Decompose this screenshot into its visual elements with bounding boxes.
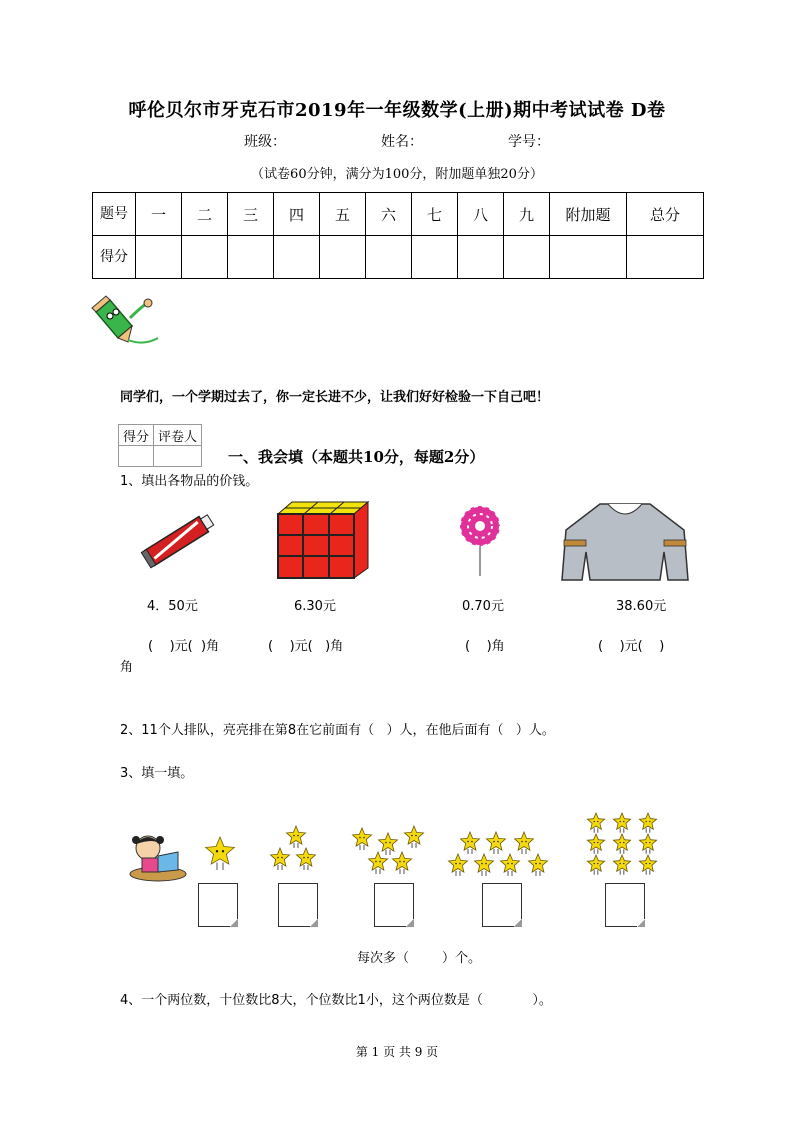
- star-icon: [529, 854, 548, 876]
- answer-blank-4[interactable]: ( )元( ): [598, 639, 665, 654]
- col-header: 五: [320, 193, 366, 236]
- class-label: 班级：: [244, 134, 286, 150]
- question-1: 1、填出各物品的价钱。: [120, 474, 259, 489]
- price-sweater: 38.60元: [616, 599, 667, 614]
- section-title: 一、我会填（本题共10分，每题2分）: [228, 448, 485, 466]
- price-toothpaste: 4．50元: [147, 599, 198, 614]
- price-lollipop: 0.70元: [462, 599, 504, 614]
- star-icon: [393, 852, 412, 874]
- answer-box-2[interactable]: [278, 883, 318, 927]
- star-icon: [487, 832, 506, 854]
- exam-note: （试卷60分钟，满分为100分，附加题单独20分）: [251, 167, 543, 182]
- col-header: 附加题: [550, 193, 627, 236]
- answer-box-4[interactable]: [482, 883, 522, 927]
- page-title: 呼伦贝尔市牙克石市2019年一年级数学(上册)期中考试试卷 D卷: [128, 100, 666, 121]
- answer-blank-2[interactable]: ( )元( )角: [268, 639, 344, 654]
- star-icon: [287, 826, 306, 848]
- star-icon: [297, 848, 316, 870]
- star-icon: [379, 833, 398, 855]
- col-header: 七: [412, 193, 458, 236]
- star-icon: [613, 834, 630, 854]
- question-2: 2、11个人排队，亮亮排在第8在它前面有（ ）人，在他后面有（ ）人。: [120, 723, 555, 738]
- number-label: 学号：: [508, 134, 550, 150]
- star-icon: [639, 813, 656, 833]
- star-icon: [206, 837, 235, 870]
- question-4: 4、一个两位数，十位数比8大，个位数比1小，这个两位数是（ ）。: [120, 993, 552, 1008]
- star-icon: [639, 855, 656, 875]
- answer-box-5[interactable]: [605, 883, 645, 927]
- col-header: 六: [366, 193, 412, 236]
- answer-blank-1[interactable]: ( )元( )角: [148, 639, 220, 654]
- star-icon: [449, 854, 468, 876]
- star-icon: [587, 855, 604, 875]
- star-icon: [613, 855, 630, 875]
- name-label: 姓名：: [381, 134, 423, 150]
- price-cube: 6.30元: [294, 599, 336, 614]
- star-icon: [475, 854, 494, 876]
- star-icon: [515, 832, 534, 854]
- col-header: 四: [274, 193, 320, 236]
- star-icon: [587, 834, 604, 854]
- star-icon: [639, 834, 656, 854]
- star-icon: [369, 852, 388, 874]
- grader-score-label: 得分: [119, 425, 154, 446]
- answer-box-1[interactable]: [198, 883, 238, 927]
- col-header: 九: [504, 193, 550, 236]
- star-icon: [271, 848, 290, 870]
- grader-reviewer-label: 评卷人: [154, 425, 202, 446]
- page-footer: 第 1 页 共 9 页: [355, 1045, 439, 1059]
- star-icon: [587, 813, 604, 833]
- question-3: 3、填一填。: [120, 766, 194, 781]
- col-header: 二: [182, 193, 228, 236]
- star-icon: [461, 832, 480, 854]
- star-icon: [613, 813, 630, 833]
- answer-blank-4-tail: 角: [120, 660, 134, 675]
- col-header: 八: [458, 193, 504, 236]
- row-label-score: 得分: [93, 236, 136, 279]
- col-header: 三: [228, 193, 274, 236]
- star-icon: [501, 854, 520, 876]
- star-icon: [405, 826, 424, 848]
- row-label-question: 题号: [93, 193, 136, 236]
- col-header: 一: [136, 193, 182, 236]
- answer-box-3[interactable]: [374, 883, 414, 927]
- star-icon: [353, 828, 372, 850]
- greeting-text: 同学们，一个学期过去了，你一定长进不少，让我们好好检验一下自己吧！: [120, 390, 550, 405]
- question-3-caption: 每次多（ ）个。: [357, 951, 482, 966]
- answer-blank-3[interactable]: ( )角: [465, 639, 505, 654]
- col-header: 总分: [627, 193, 704, 236]
